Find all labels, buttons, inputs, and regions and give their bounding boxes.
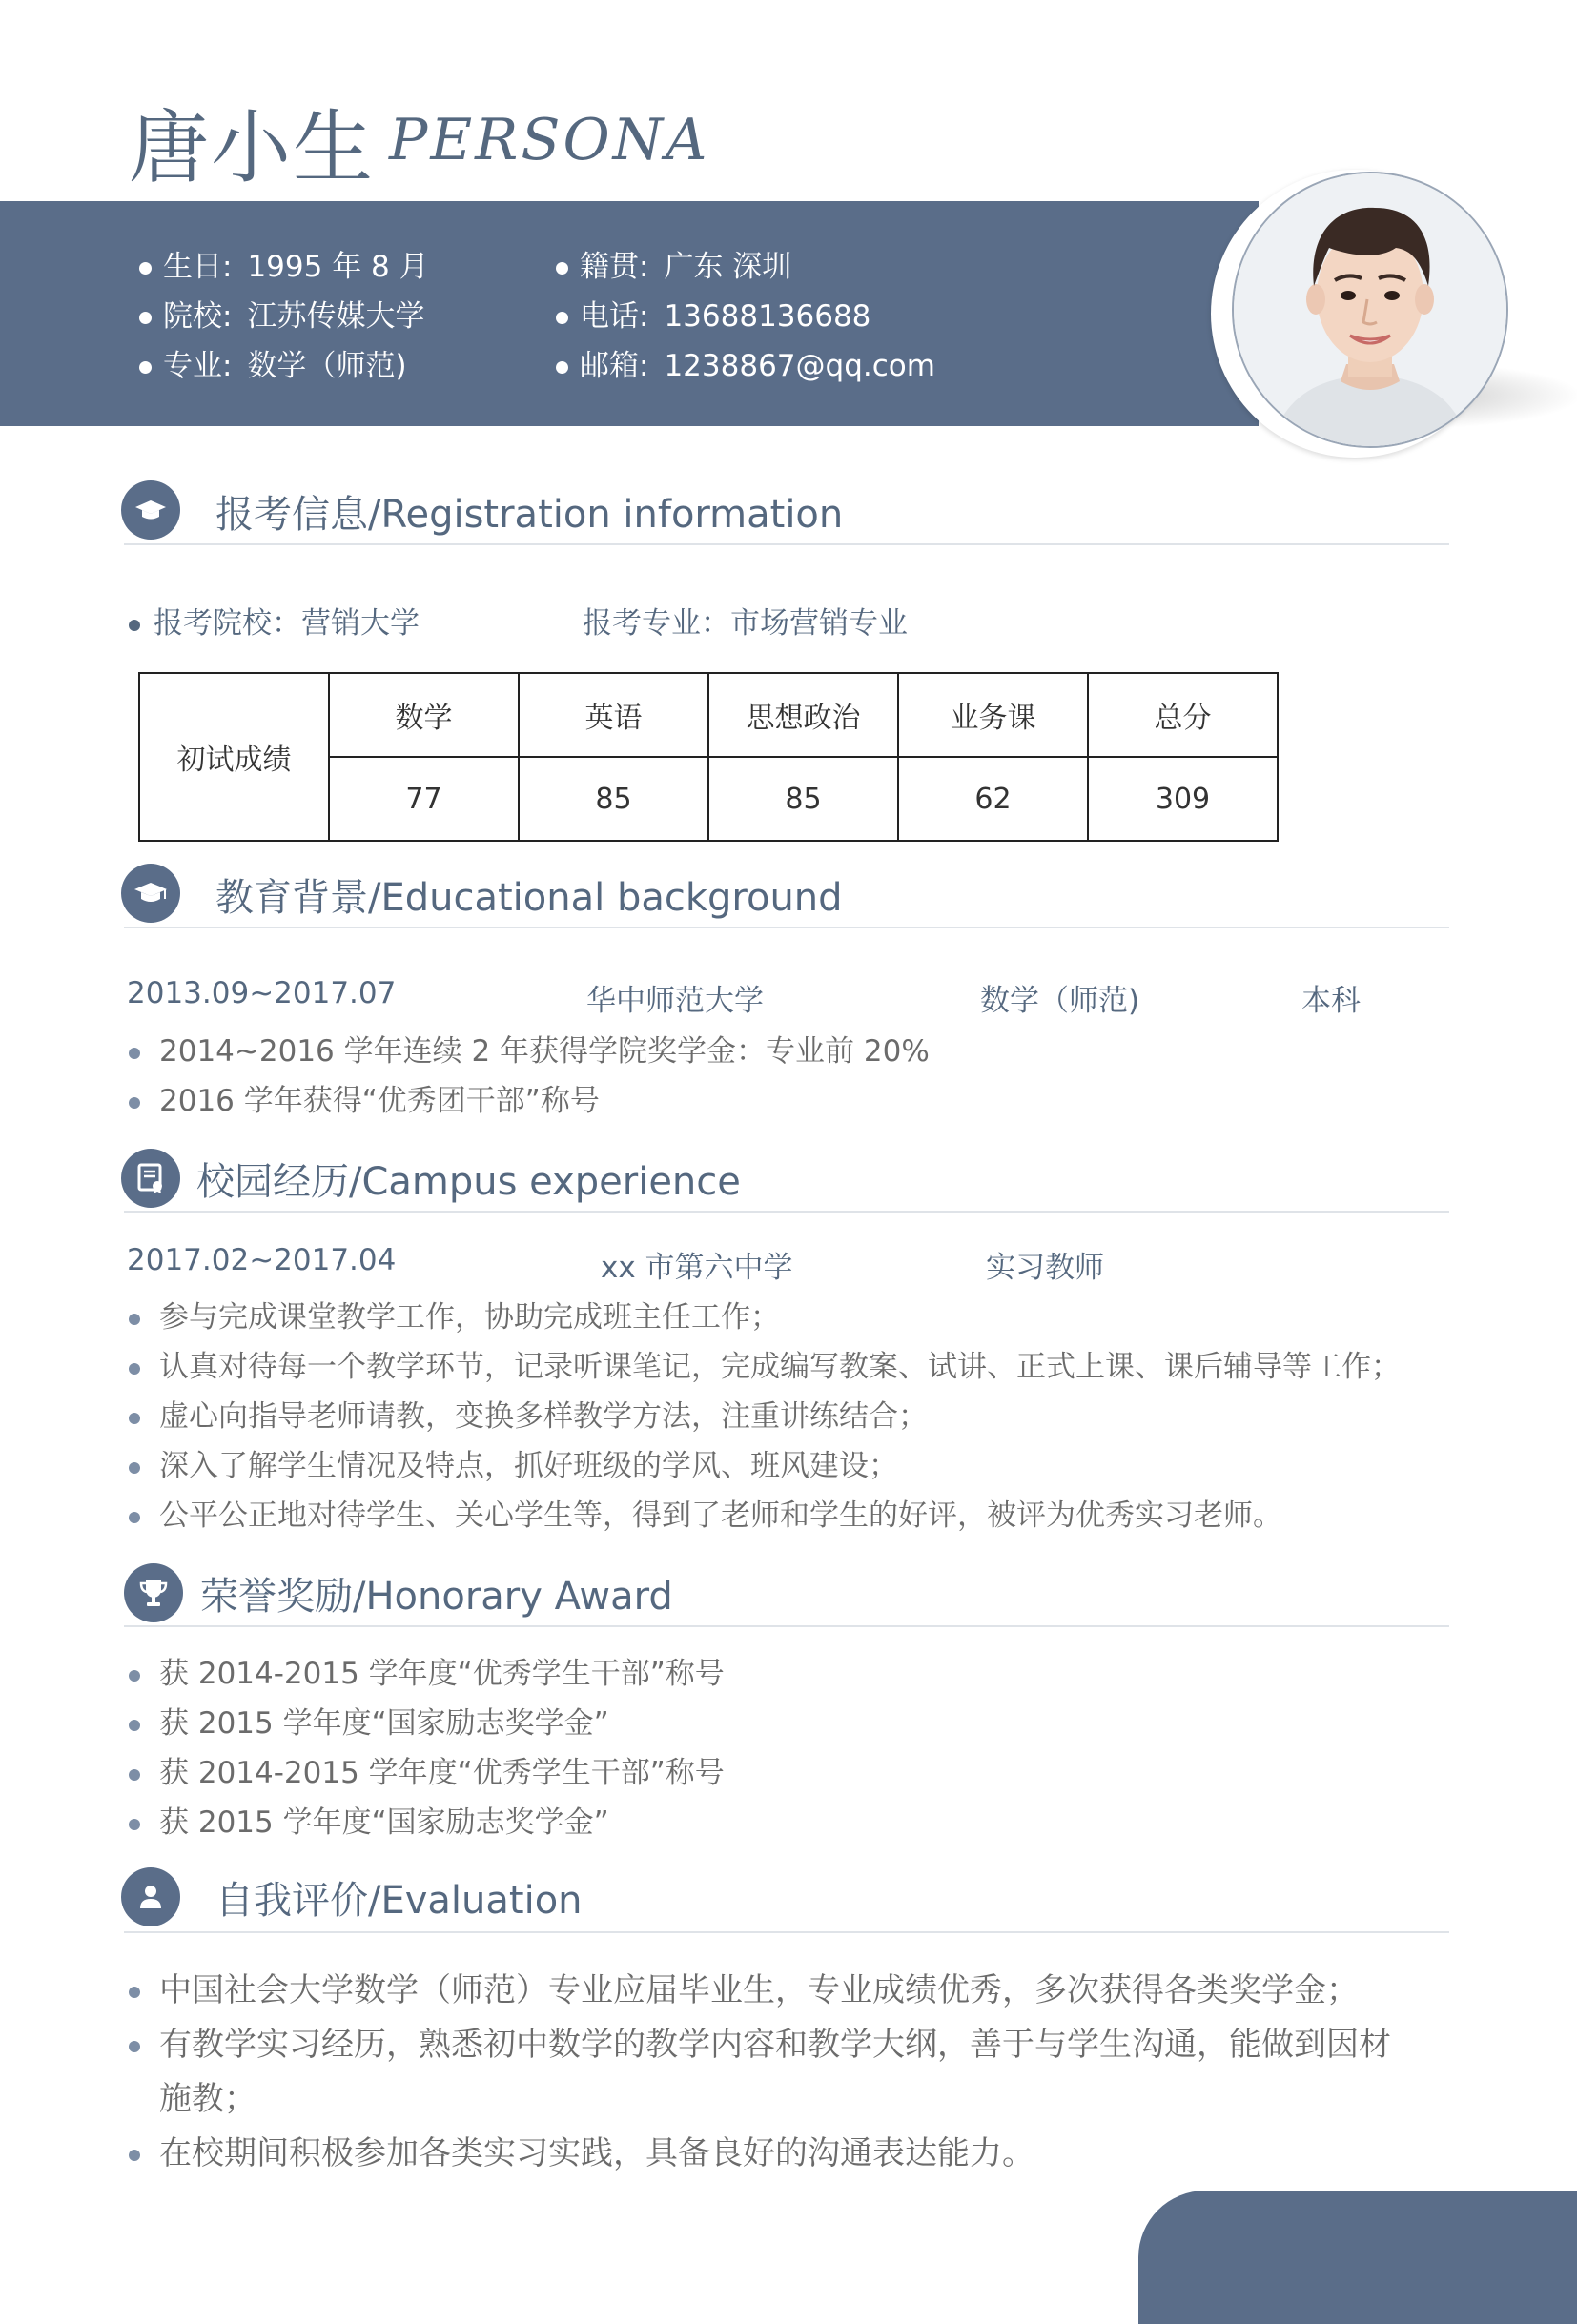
bullet-icon — [556, 361, 568, 374]
table-header-cell: 数学 — [329, 673, 519, 757]
list-item-text: 获 2014-2015 学年度“优秀学生干部”称号 — [159, 1657, 725, 1691]
education-period: 2013.09~2017.07 — [127, 976, 397, 1010]
campus-org: xx 市第六中学 — [601, 1251, 793, 1285]
bullet-icon — [129, 1670, 140, 1682]
info-label: 邮箱: — [580, 349, 649, 383]
bullet-icon — [129, 1462, 140, 1474]
list-item — [129, 1293, 780, 1335]
table-row — [139, 673, 1278, 757]
list-item-text: 认真对待每一个教学环节，记录听课笔记，完成编写教案、试讲、正式上课、课后辅导等工作； — [159, 1350, 1401, 1384]
bullet-icon — [129, 1769, 140, 1781]
bullet-icon — [129, 1512, 140, 1523]
education-school: 华中师范大学 — [586, 984, 764, 1018]
list-item — [129, 1441, 898, 1484]
info-email — [556, 341, 935, 384]
table-cell: 309 — [1088, 757, 1278, 841]
list-item — [129, 1392, 928, 1435]
list-item-text: 获 2015 学年度“国家励志奖学金” — [159, 1805, 609, 1840]
trophy-icon — [124, 1563, 183, 1622]
registration-school — [129, 599, 420, 642]
bullet-icon — [129, 1413, 140, 1424]
bullet-icon — [129, 1048, 140, 1059]
list-item-text: 有教学实习经历，熟悉初中数学的教学内容和教学大纲，善于与学生沟通，能做到因材 — [159, 2026, 1391, 2064]
section-divider — [124, 1931, 1449, 1933]
info-school — [139, 292, 424, 335]
bullet-icon — [129, 2150, 140, 2161]
list-item-text: 2014~2016 学年连续 2 年获得学院奖学金：专业前 20% — [159, 1034, 930, 1069]
bullet-icon — [129, 620, 140, 631]
scores-table — [138, 672, 1279, 842]
table-row-label: 初试成绩 — [139, 673, 329, 841]
graduation-cap-icon — [121, 864, 180, 923]
info-value: 广东 深圳 — [664, 250, 792, 284]
section-title-honors: 荣誉奖励/Honorary Award — [200, 1575, 673, 1619]
list-item-continuation: 施教； — [159, 2080, 256, 2118]
bullet-icon — [139, 262, 152, 275]
list-item-text: 参与完成课堂教学工作，协助完成班主任工作； — [159, 1300, 780, 1335]
person-icon — [121, 1867, 180, 1926]
list-item — [129, 1699, 609, 1742]
list-item-text: 虚心向指导老师请教，变换多样教学方法，注重讲练结合； — [159, 1399, 928, 1434]
section-title-registration: 报考信息/Registration information — [215, 493, 844, 537]
list-item — [129, 1342, 1401, 1385]
section-divider — [124, 927, 1449, 928]
bullet-icon — [129, 2041, 140, 2052]
bullet-icon — [129, 1987, 140, 1998]
registration-major: 报考专业：市场营销专业 — [583, 606, 908, 641]
bullet-icon — [556, 312, 568, 324]
bullet-icon — [129, 1363, 140, 1375]
list-item — [129, 1798, 609, 1841]
section-divider — [124, 1211, 1449, 1213]
table-header-cell: 总分 — [1088, 673, 1278, 757]
bullet-icon — [129, 1720, 140, 1731]
section-title-evaluation: 自我评价/Evaluation — [215, 1879, 583, 1923]
table-header-cell: 英语 — [519, 673, 708, 757]
info-major — [139, 341, 407, 384]
section-title-education: 教育背景/Educational background — [215, 876, 843, 920]
section-divider — [124, 1625, 1449, 1627]
list-item — [129, 1748, 725, 1791]
info-label: 电话: — [580, 299, 649, 334]
bullet-icon — [129, 1097, 140, 1109]
list-item-text: 在校期间积极参加各类实习实践，具备良好的沟通表达能力。 — [159, 2134, 1034, 2172]
list-item — [129, 1964, 1359, 2010]
info-label: 籍贯: — [580, 250, 649, 284]
campus-period: 2017.02~2017.04 — [127, 1243, 397, 1277]
list-item — [129, 1076, 600, 1119]
section-title-campus: 校园经历/Campus experience — [196, 1160, 741, 1204]
info-value: 1995 年 8 月 — [247, 250, 429, 284]
info-value: 13688136688 — [664, 299, 871, 334]
table-header-cell: 思想政治 — [708, 673, 898, 757]
registration-school-text: 报考院校：营销大学 — [154, 606, 420, 641]
profile-photo — [1232, 172, 1508, 448]
info-label: 专业: — [163, 349, 233, 383]
list-item — [129, 1027, 930, 1070]
table-cell: 85 — [519, 757, 708, 841]
certificate-icon — [121, 1149, 180, 1208]
table-cell: 62 — [898, 757, 1088, 841]
table-header-cell: 业务课 — [898, 673, 1088, 757]
info-value: 数学（师范) — [247, 349, 407, 383]
list-item-text: 中国社会大学数学（师范）专业应届毕业生，专业成绩优秀，多次获得各类奖学金； — [159, 1971, 1359, 2009]
list-item — [129, 1649, 725, 1692]
bullet-icon — [129, 1314, 140, 1325]
campus-role: 实习教师 — [986, 1251, 1104, 1285]
table-cell: 77 — [329, 757, 519, 841]
bullet-icon — [556, 262, 568, 275]
list-item-text: 深入了解学生情况及特点，抓好班级的学风、班风建设； — [159, 1449, 898, 1483]
info-hometown — [556, 242, 791, 285]
info-phone — [556, 292, 870, 335]
info-value: 江苏传媒大学 — [247, 299, 425, 334]
header-subtitle: PERSONA — [389, 107, 710, 173]
mortarboard-icon — [121, 480, 180, 540]
section-divider — [124, 543, 1449, 545]
info-label: 生日: — [163, 250, 233, 284]
list-item — [129, 2018, 1391, 2065]
table-cell: 85 — [708, 757, 898, 841]
bullet-icon — [139, 312, 152, 324]
list-item-text: 获 2014-2015 学年度“优秀学生干部”称号 — [159, 1756, 725, 1790]
list-item-text: 2016 学年获得“优秀团干部”称号 — [159, 1084, 600, 1118]
list-item — [129, 1491, 1282, 1534]
bullet-icon — [129, 1819, 140, 1830]
education-degree: 本科 — [1301, 984, 1361, 1018]
info-birthday — [139, 242, 429, 285]
portrait-illustration — [1234, 173, 1506, 446]
list-item-text: 公平公正地对待学生、关心学生等，得到了老师和学生的好评，被评为优秀实习老师。 — [159, 1498, 1282, 1533]
list-item-text: 获 2015 学年度“国家励志奖学金” — [159, 1706, 609, 1741]
info-label: 院校: — [163, 299, 233, 334]
candidate-name: 唐小生 — [129, 101, 376, 194]
bullet-icon — [139, 361, 152, 374]
education-major: 数学（师范) — [980, 984, 1140, 1018]
footer-corner-decoration — [1138, 2191, 1577, 2324]
list-item — [129, 2127, 1034, 2173]
info-value: 1238867@qq.com — [664, 349, 935, 383]
